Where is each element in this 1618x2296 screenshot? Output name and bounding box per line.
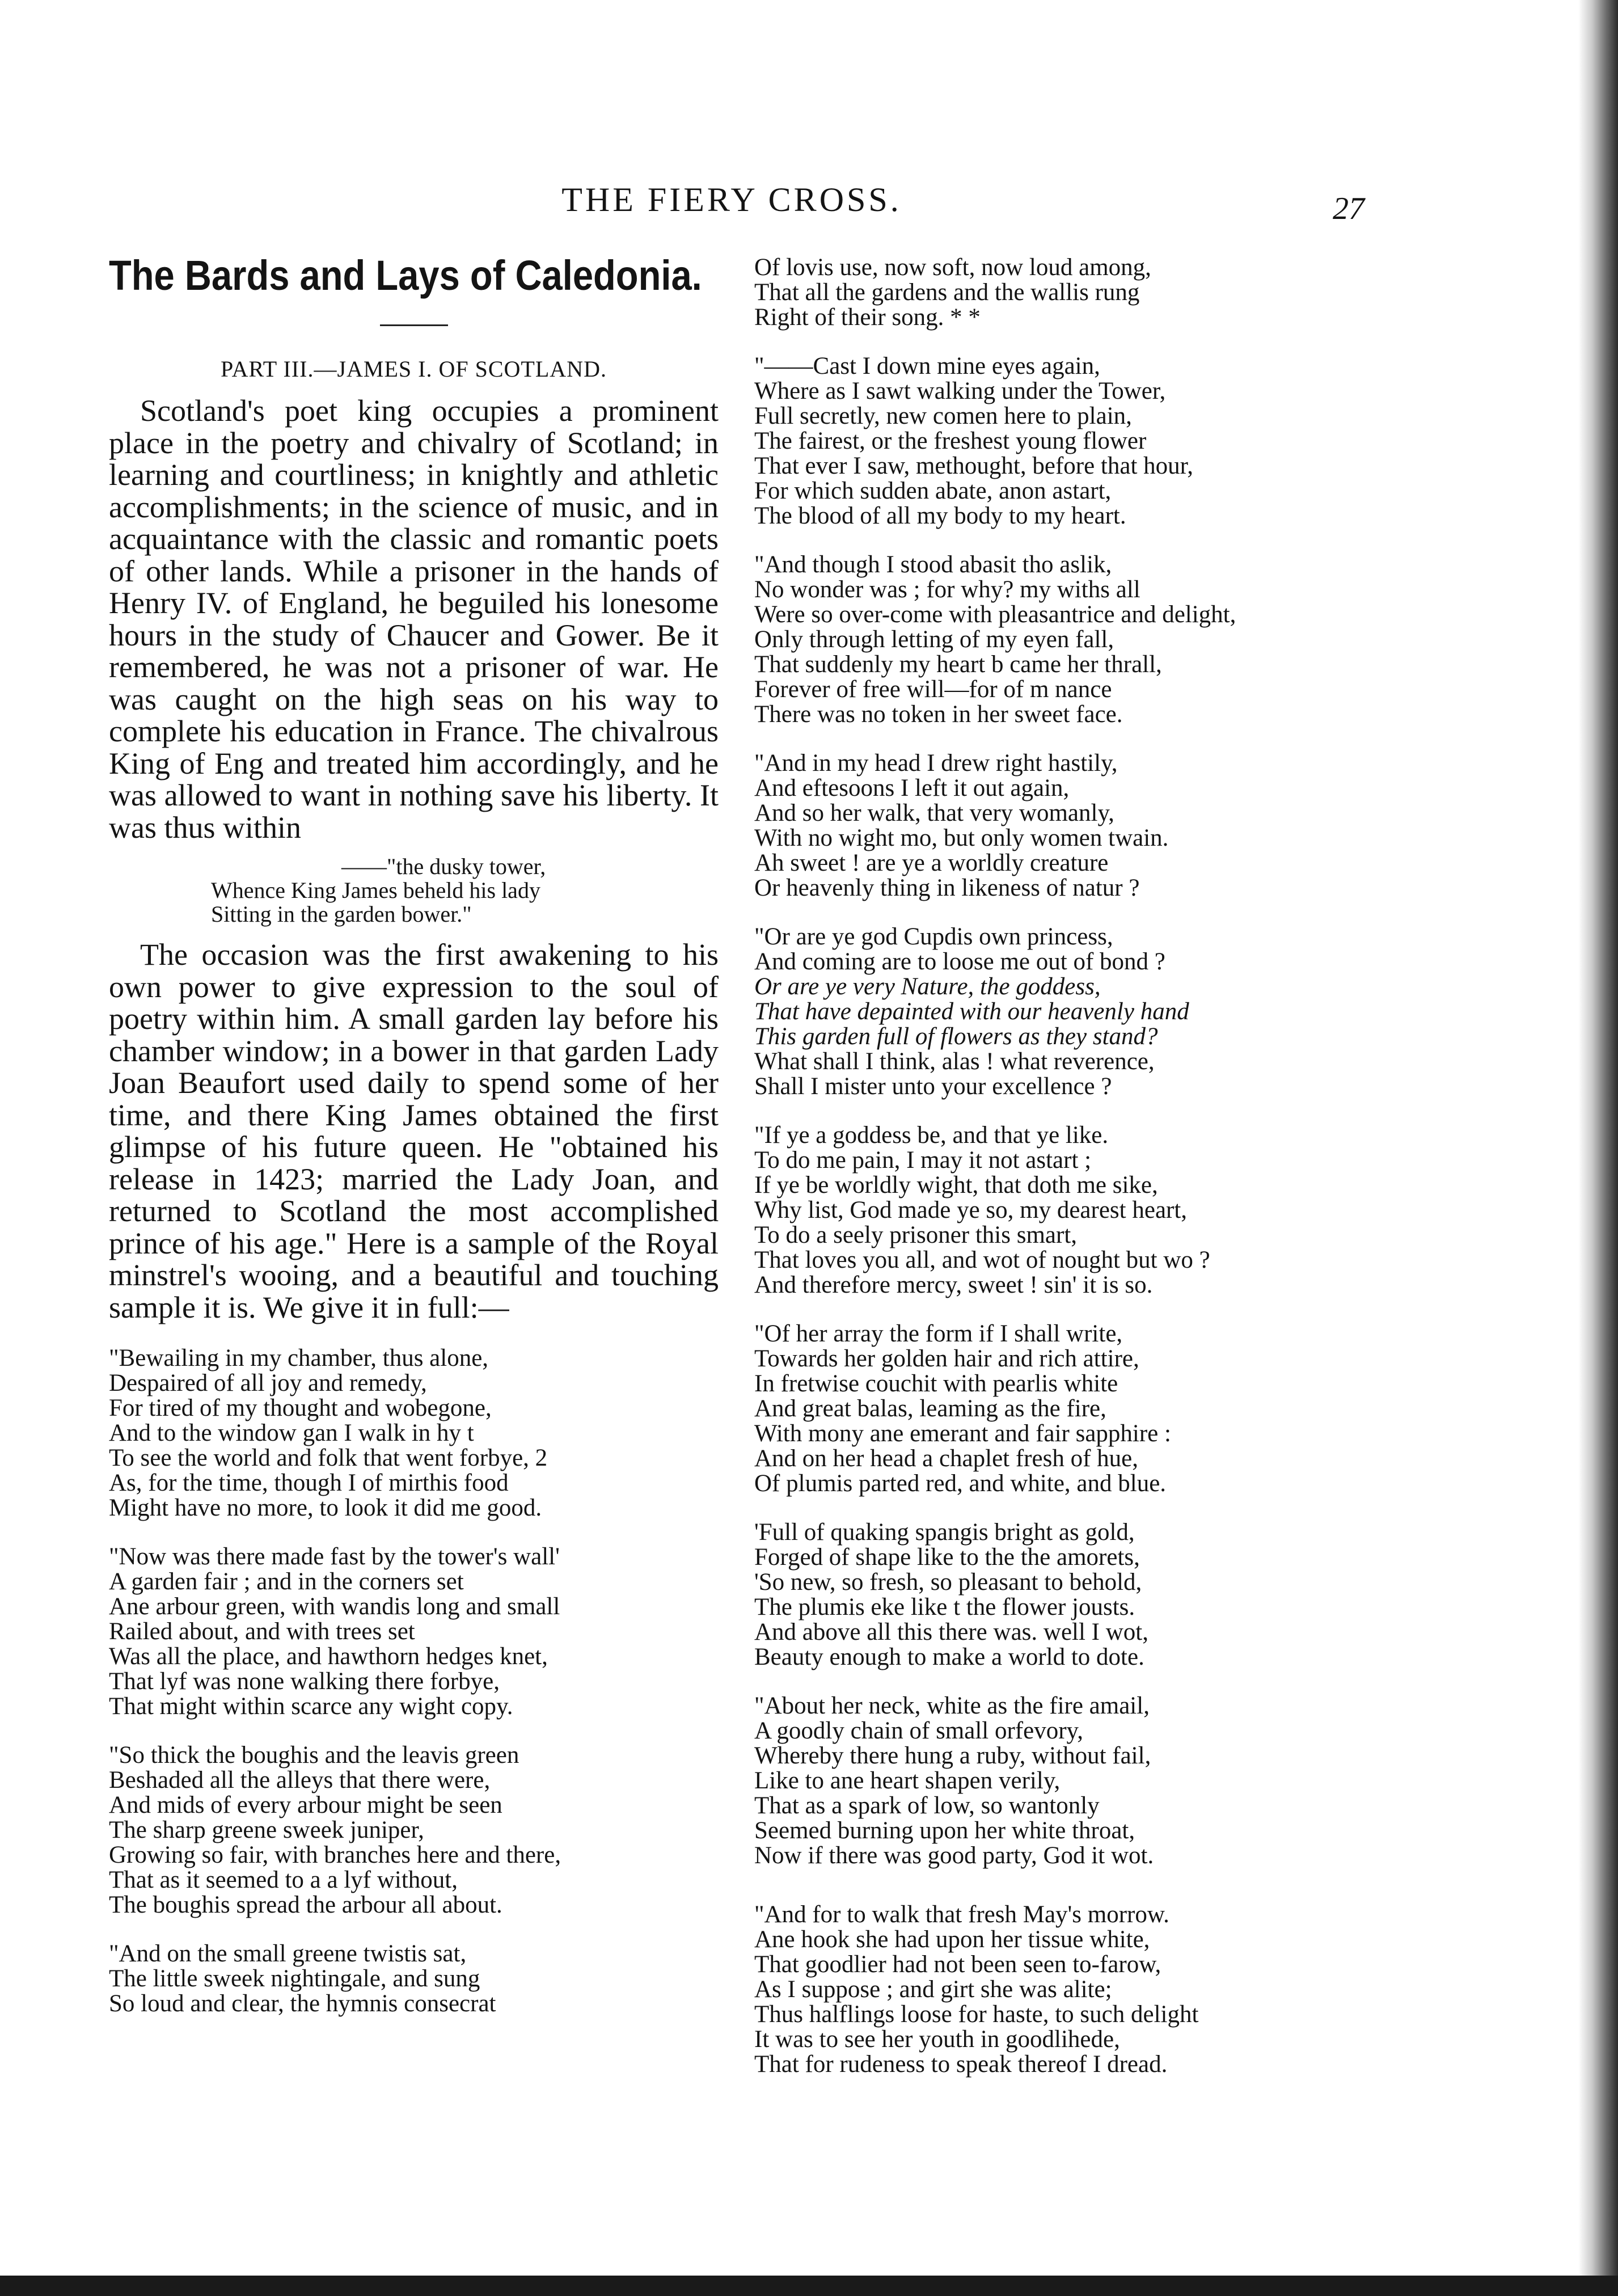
poem-line: So loud and clear, the hymnis consecrat <box>109 1990 496 2017</box>
poem-stanza <box>109 1743 719 1918</box>
poem-line: Why list, God made ye so, my dearest heart, <box>754 1197 1188 1223</box>
poem-line: "If ye a goddess be, and that ye like. <box>754 1122 1109 1149</box>
poem-line: Or heavenly thing in likeness of natur ? <box>754 875 1140 901</box>
block-quote <box>211 855 719 926</box>
poem-line: There was no token in her sweet face. <box>754 701 1123 728</box>
poem-line: And so her walk, that very womanly, <box>754 800 1114 826</box>
poem-stanza <box>109 1942 719 2016</box>
poem-line: To do me pain, I may it not astart ; <box>754 1147 1092 1174</box>
poem-line: Ane hook she had upon her tissue white, <box>754 1926 1150 1953</box>
poem-stanza <box>754 552 1344 727</box>
poem-line: To see the world and folk that went forbye, 2 <box>109 1445 548 1471</box>
poem-line: "Bewailing in my chamber, thus alone, <box>109 1345 489 1371</box>
poem-line: "And for to walk that fresh May's morrow. <box>754 1901 1169 1928</box>
poem-line: The plumis eke like t the flower jousts. <box>754 1594 1135 1620</box>
poem-line: "So thick the boughis and the leavis green <box>109 1742 519 1769</box>
poem-stanza <box>754 751 1344 901</box>
poem-line: The sharp greene sweek juniper, <box>109 1817 424 1843</box>
poem-line: And above all this there was. well I wot, <box>754 1619 1148 1645</box>
poem-line: Of lovis use, now soft, now loud among, <box>754 254 1151 281</box>
poem-line: That loves you all, and wot of nought but wo ? <box>754 1247 1210 1273</box>
poem-stanza <box>754 354 1344 529</box>
poem-stanza <box>754 1520 1344 1670</box>
poem-line-italic: Or are ye very Nature, the goddess, <box>754 973 1101 1000</box>
poem-line: Right of their song. * * <box>754 304 981 331</box>
poem-line: Were so over-come with pleasantrice and delight, <box>754 601 1236 628</box>
poem-line: Where as I sawt walking under the Tower, <box>754 378 1166 404</box>
poem-line: What shall I think, alas ! what reverence, <box>754 1048 1155 1075</box>
quote-line: ——"the dusky tower, <box>341 854 546 879</box>
poem-line: The boughis spread the arbour all about. <box>109 1892 502 1918</box>
poem-line: That might within scarce any wight copy. <box>109 1693 513 1720</box>
poem-line: Seemed burning upon her white throat, <box>754 1817 1135 1844</box>
poem-line: That as a spark of low, so wantonly <box>754 1792 1100 1819</box>
intro-paragraph: Scotland's poet king occupies a prominent place in the poetry and chivalry of Scotland; in learning and courtliness; in knightly and athletic accomplishments; in the science of music, and in acquaintance with the classic and romantic poets of other lands. While a prisoner in the hands of Henry IV. of England, he beguiled his lonesome hours in the study of Chaucer and Gower. Be it remembered, he was not a prisoner of war. He was caught on the high seas on his way to complete his education in France. The chivalrous King of Eng and treated him accordingly, and he was allowed to want in nothing save his liberty. It was thus within <box>109 394 719 845</box>
poem-line: Full secretly, new comen here to plain, <box>754 403 1132 429</box>
poem-line: Forged of shape like to the the amorets, <box>754 1544 1140 1571</box>
poem-line: Shall I mister unto your excellence ? <box>754 1073 1112 1100</box>
title-rule <box>380 324 448 326</box>
poem-line: A garden fair ; and in the corners set <box>109 1568 464 1595</box>
second-paragraph: The occasion was the first awakening to his own power to give expression to the soul of poetry within him. A small garden lay before his chamber window; in a bower in that garden Lady Joan Beaufort used daily to spend some of her time, and there King James obtained the first glimpse of his future queen. He "obtained his release in 1423; married the Lady Joan, and returned to Scotland the most accomplished prince of his age." Here is a sample of the Royal minstrel's wooing, and a beautiful and touching sample it is. We give it in full:— <box>109 938 719 1324</box>
poem-line: And to the window gan I walk in hy t <box>109 1420 474 1446</box>
poem-line: That lyf was none walking there forbye, <box>109 1668 500 1695</box>
poem-line: Despaired of all joy and remedy, <box>109 1370 427 1396</box>
poem-line: "And in my head I drew right hastily, <box>754 750 1118 776</box>
poem-line: In fretwise couchit with pearlis white <box>754 1370 1118 1397</box>
poem-stanza <box>754 255 1344 330</box>
poem-line: That as it seemed to a a lyf without, <box>109 1867 458 1893</box>
poem-line: And therefore mercy, sweet ! sin' it is so. <box>754 1272 1153 1298</box>
poem-line: And mids of every arbour might be seen <box>109 1792 502 1818</box>
poem-line: Beauty enough to make a world to dote. <box>754 1644 1144 1670</box>
poem-line: No wonder was ; for why? my withs all <box>754 576 1140 603</box>
poem-line: As, for the time, though I of mirthis food <box>109 1470 509 1496</box>
poem-line: Growing so fair, with branches here and there, <box>109 1842 561 1868</box>
poem-line: "Now was there made fast by the tower's wall' <box>109 1543 560 1570</box>
poem-line: "——Cast I down mine eyes again, <box>754 353 1100 379</box>
poem-line: The little sweek nightingale, and sung <box>109 1965 480 1992</box>
poem-line: Towards her golden hair and rich attire, <box>754 1345 1139 1372</box>
article-title: The Bards and Lays of Caledonia. <box>109 252 702 299</box>
poem-line: With mony ane emerant and fair sapphire : <box>754 1420 1171 1447</box>
poem-line: 'Full of quaking spangis bright as gold, <box>754 1519 1135 1546</box>
quote-line: Whence King James beheld his lady <box>211 877 540 903</box>
page-number: 27 <box>1333 191 1364 226</box>
poem-line: With no wight mo, but only women twain. <box>754 825 1169 851</box>
poem-stanza <box>754 925 1344 1099</box>
poem-line: For tired of my thought and wobegone, <box>109 1395 492 1421</box>
poem-stanza <box>754 1902 1344 2077</box>
poem-line: That goodlier had not been seen to-farow, <box>754 1951 1161 1978</box>
poem-line: "And though I stood abasit tho aslik, <box>754 551 1112 578</box>
poem-stanza <box>754 1123 1344 1298</box>
poem-line: Whereby there hung a ruby, without fail, <box>754 1742 1151 1769</box>
poem-line: Ah sweet ! are ye a worldly creature <box>754 850 1109 876</box>
poem-line: And on her head a chaplet fresh of hue, <box>754 1445 1138 1472</box>
poem-line-italic: This garden full of flowers as they stand? <box>754 1023 1158 1050</box>
poem-line: A goodly chain of small orfevory, <box>754 1717 1083 1744</box>
poem-line: Was all the place, and hawthorn hedges knet, <box>109 1643 548 1670</box>
poem-line: Now if there was good party, God it wot. <box>754 1842 1154 1869</box>
part-heading: PART III.—JAMES I. OF SCOTLAND. <box>221 356 607 382</box>
poem-line: "About her neck, white as the fire amail, <box>754 1693 1150 1719</box>
poem-line: The fairest, or the freshest young flower <box>754 428 1147 454</box>
bottom-edge-bar <box>0 2276 1618 2296</box>
poem-line: The blood of all my body to my heart. <box>754 503 1126 529</box>
poem-line: That ever I saw, methought, before that hour, <box>754 453 1193 479</box>
poem-line: Thus halflings loose for haste, to such delight <box>754 2001 1199 2028</box>
poem-line: That all the gardens and the wallis rung <box>754 279 1140 306</box>
poem-line: That suddenly my heart b came her thrall, <box>754 651 1162 678</box>
poem-line: Of plumis parted red, and white, and blue. <box>754 1470 1167 1497</box>
right-column <box>754 255 1344 2101</box>
poem-stanza <box>754 1694 1344 1868</box>
poem-line: To do a seely prisoner this smart, <box>754 1222 1078 1248</box>
running-head: THE FIERY CROSS. <box>561 181 902 218</box>
binding-edge-shadow <box>1578 0 1618 2296</box>
poem-line: 'So new, so fresh, so pleasant to behold, <box>754 1569 1142 1596</box>
poem-line: "Of her array the form if I shall write, <box>754 1320 1123 1347</box>
poem-line: And coming are to loose me out of bond ? <box>754 948 1165 975</box>
poem-line: "And on the small greene twistis sat, <box>109 1940 467 1967</box>
quote-line: Sitting in the garden bower." <box>211 901 472 927</box>
poem-line: Like to ane heart shapen verily, <box>754 1767 1061 1794</box>
poem-line: For which sudden abate, anon astart, <box>754 478 1112 504</box>
poem-line: Railed about, and with trees set <box>109 1618 415 1645</box>
poem-stanza <box>754 1322 1344 1496</box>
poem-line: It was to see her youth in goodlihede, <box>754 2026 1120 2053</box>
poem-line: And eftesoons I left it out again, <box>754 775 1070 801</box>
left-column <box>109 250 719 2040</box>
poem-line: And great balas, leaming as the fire, <box>754 1395 1106 1422</box>
poem-line: Only through letting of my eyen fall, <box>754 626 1114 653</box>
poem-line: Forever of free will—for of m nance <box>754 676 1112 703</box>
poem-line: "Or are ye god Cupdis own princess, <box>754 923 1113 950</box>
poem-line-italic: That have depainted with our heavenly hand <box>754 998 1189 1025</box>
poem-line: If ye be worldly wight, that doth me sike, <box>754 1172 1158 1198</box>
poem-stanza <box>109 1346 719 1521</box>
poem-stanza <box>109 1544 719 1719</box>
poem-line: Ane arbour green, with wandis long and small <box>109 1593 560 1620</box>
poem-line: Might have no more, to look it did me good. <box>109 1495 542 1521</box>
poem-line: As I suppose ; and girt she was alite; <box>754 1976 1112 2003</box>
poem-line: Beshaded all the alleys that there were, <box>109 1767 491 1793</box>
poem-line: That for rudeness to speak thereof I dread. <box>754 2051 1168 2078</box>
